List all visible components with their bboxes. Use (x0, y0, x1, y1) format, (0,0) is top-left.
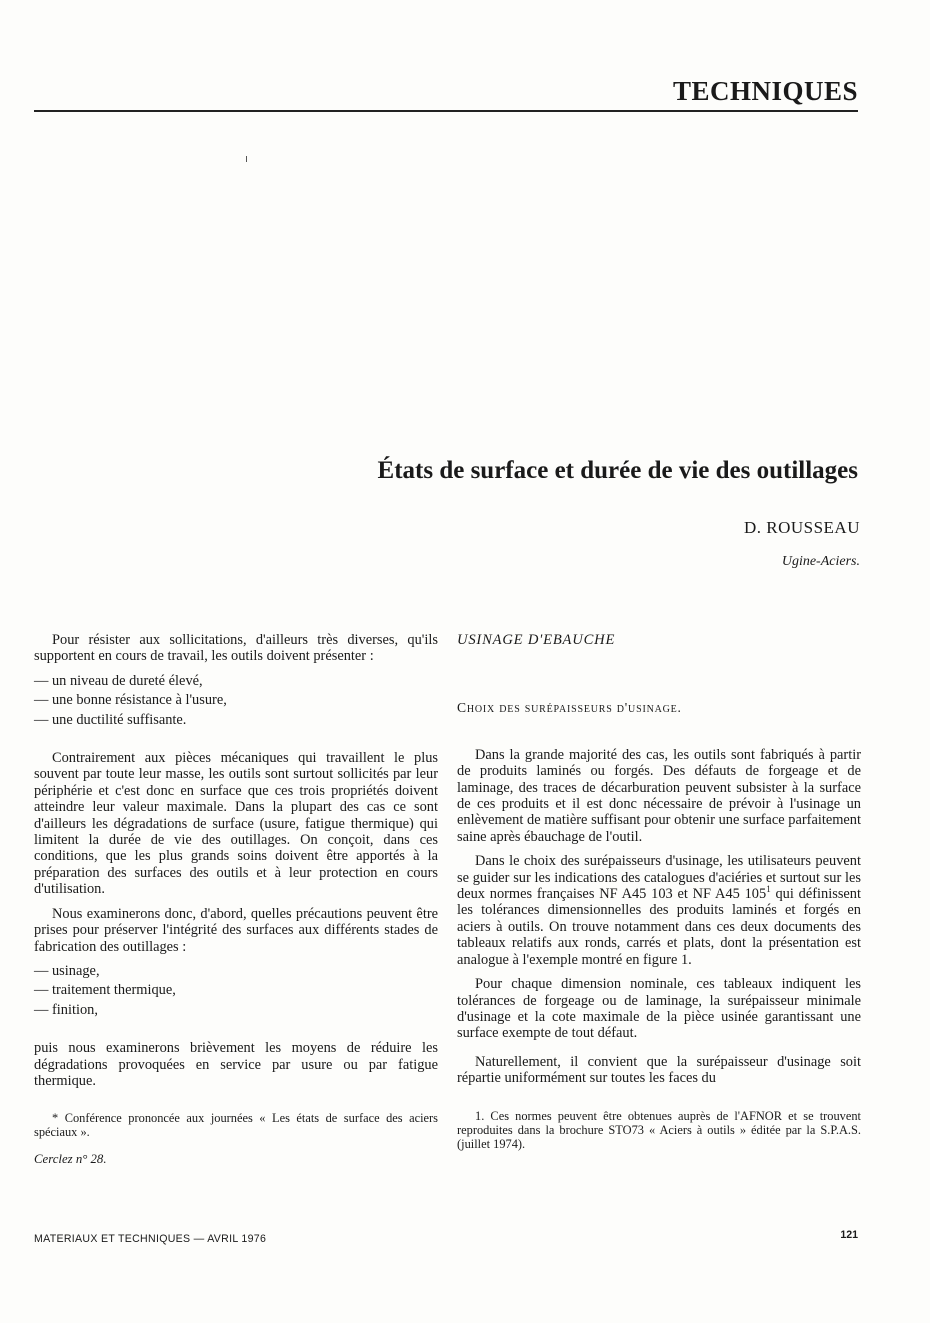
print-speck (246, 156, 247, 162)
header-rule (34, 110, 858, 112)
footnote: 1. Ces normes peuvent être obtenues auprès de l'AFNOR et se trouvent reproduites dans la brochure STO73 « Aciers à outils » éditée par la S.P.A.S. (juillet 1974). (457, 1108, 861, 1151)
page-number: 121 (840, 1229, 858, 1241)
subsection-heading: Choix des surépaisseurs d'usinage. (457, 700, 682, 716)
body-paragraph: Dans la grande majorité des cas, les outils sont fabriqués à partir de produits laminés ou forgés. Des défauts de forgeage et de laminage, des traces de décarburation peuvent subsister à la surface de ces produits et il est donc nécessaire de prévoir à l'usinage un enlèvement de matière suffisant pour obtenir une surface parfaitement saine après ébauchage de l'outil. (457, 746, 861, 845)
properties-list (34, 673, 438, 728)
section-rubric: TECHNIQUES (672, 76, 858, 106)
author-affiliation: Ugine-Aciers. (781, 554, 860, 569)
left-column (34, 632, 438, 1168)
body-paragraph (457, 853, 861, 968)
author-name: D. ROUSSEAU (743, 518, 860, 537)
journal-footer: MATERIAUX ET TECHNIQUES — AVRIL 1976 (34, 1233, 267, 1245)
list-item: — un niveau de dureté élevé, (34, 672, 203, 689)
footnote-ref: 1 (766, 884, 771, 895)
stages-list (34, 963, 438, 1018)
article-title: États de surface et durée de vie des outillages (377, 457, 858, 484)
list-item: — usinage, (34, 962, 100, 979)
body-text: qui définissent les tolérances dimensionnelles des produits laminés et forgés en aciers à outils. On trouve notamment dans ces deux documents des tableaux relatifs aux ronds, carrés et plats, dont la présentation est analogue à l'exemple montré en figure 1. (457, 886, 861, 968)
body-paragraph: Pour chaque dimension nominale, ces tableaux indiquent les tolérances de forgeage ou de laminage, la surépaisseur minimale d'usinage et la cote maximale de la pièce usinée garantissant une surface exempte de tout défaut. (457, 976, 861, 1042)
body-paragraph: Nous examinerons donc, d'abord, quelles précautions peuvent être prises pour préserver l'intégrité des surfaces aux différents stades de fabrication des outillages : (34, 905, 438, 955)
section-heading: USINAGE D'EBAUCHE (457, 632, 616, 648)
body-text: Dans le choix des surépaisseurs d'usinage, les utilisateurs peuvent se guider sur les indications des catalogues d'aciéries et surtout sur les deux normes françaises NF A45 103 et NF A45 105 (457, 853, 861, 903)
reader-service-note: Cerclez n° 28. (34, 1152, 107, 1167)
list-item: — une ductilité suffisante. (34, 711, 187, 728)
body-paragraph: Naturellement, il convient que la surépaisseur d'usinage soit répartie uniformément sur toutes les faces du (457, 1053, 861, 1087)
right-column (457, 632, 861, 1151)
body-paragraph: puis nous examinerons brièvement les moyens de réduire les dégradations provoquées en service par usure ou par fatigue thermique. (34, 1040, 438, 1089)
list-item: — finition, (34, 1001, 98, 1018)
body-paragraph: Contrairement aux pièces mécaniques qui travaillent le plus souvent par toute leur masse, les outils sont surtout sollicités par leur périphérie et c'est donc en surface que ces trois propriétés doivent atteindre leur valeur maximale. Dans la plupart des cas ce sont d'ailleurs les dégradations de surface (usure, fatigue thermique) qui limitent la durée de vie des outillages. On conçoit, dans ces conditions, que les plus grands soins doivent être apportés à la préparation des surfaces des outils et à leur protection en cours d'utilisation. (34, 750, 438, 898)
intro-paragraph: Pour résister aux sollicitations, d'ailleurs très diverses, qu'ils supportent en cours de travail, les outils doivent présenter : (34, 632, 438, 665)
list-item: — traitement thermique, (34, 982, 176, 999)
footnote: * Conférence prononcée aux journées « Les états de surface des aciers spéciaux ». (34, 1111, 438, 1140)
list-item: — une bonne résistance à l'usure, (34, 692, 227, 709)
